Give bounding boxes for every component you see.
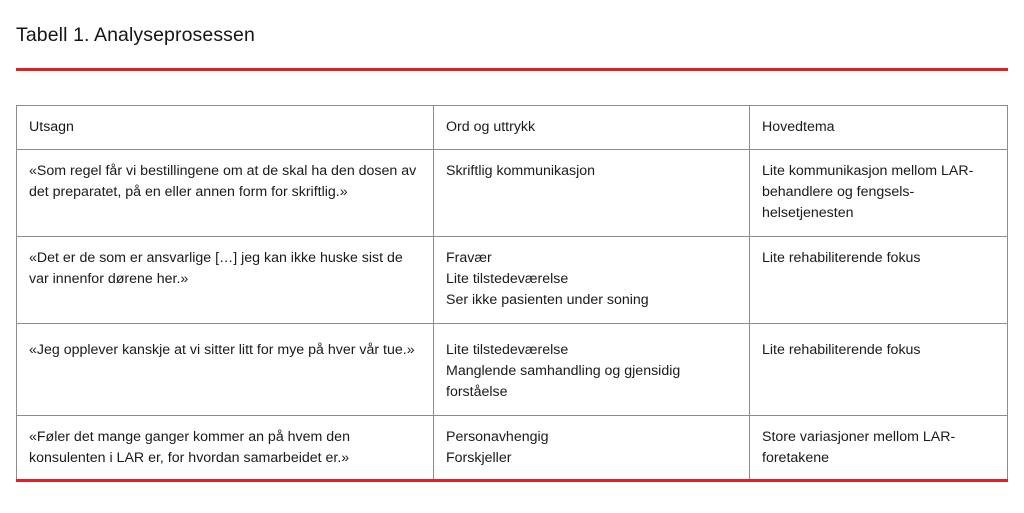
cell-utsagn xyxy=(17,324,434,416)
page-title: Tabell 1. Analyseprosessen xyxy=(16,24,255,46)
bottom-red-rule xyxy=(16,479,1008,482)
quote-text: «Det er de som er ansvarlige […] jeg kan ikke huske sist de var innenfor dørene her.» xyxy=(29,250,407,287)
theme-line: Lite rehabiliterende fokus xyxy=(762,250,921,266)
cell-utsagn xyxy=(17,150,434,237)
column-header-utsagn: Utsagn xyxy=(17,106,434,150)
cell-hovedtema xyxy=(750,237,1008,324)
keyword-line: Ser ikke pasienten under soning xyxy=(446,292,649,308)
cell-utsagn xyxy=(17,416,434,482)
quote-text: «Som regel får vi bestillingene om at de skal ha den dosen av det preparatet, på en eller annen form for skriftlig.» xyxy=(29,163,421,200)
column-header-ord-og-uttrykk: Ord og uttrykk xyxy=(434,106,750,150)
analysis-table xyxy=(16,105,1008,482)
cell-ord-og-uttrykk xyxy=(434,324,750,416)
keyword-line: Lite tilstedeværelse xyxy=(446,342,569,358)
top-red-rule xyxy=(16,68,1008,71)
theme-line: Lite rehabiliterende fokus xyxy=(762,342,921,358)
table-body xyxy=(17,150,1008,482)
table-container xyxy=(16,105,1007,482)
theme-line: Lite kommunikasjon mellom LAR-behandlere og fengsels-helsetjenesten xyxy=(762,163,974,221)
cell-hovedtema xyxy=(750,416,1008,482)
keyword-line: Fravær xyxy=(446,250,492,266)
keyword-line: Personavhengig xyxy=(446,429,549,445)
table-header-row xyxy=(17,106,1008,150)
table-row xyxy=(17,324,1008,416)
table-row xyxy=(17,150,1008,237)
cell-ord-og-uttrykk xyxy=(434,150,750,237)
keyword-line: Forskjeller xyxy=(446,450,512,466)
cell-ord-og-uttrykk xyxy=(434,416,750,482)
keyword-line: Lite tilstedeværelse xyxy=(446,271,569,287)
cell-hovedtema xyxy=(750,324,1008,416)
quote-text: «Føler det mange ganger kommer an på hvem den konsulenten i LAR er, for hvordan samarbeidet er.» xyxy=(29,429,354,466)
table-header xyxy=(17,106,1008,150)
cell-hovedtema xyxy=(750,150,1008,237)
cell-utsagn xyxy=(17,237,434,324)
cell-ord-og-uttrykk xyxy=(434,237,750,324)
keyword-line: Manglende samhandling og gjensidig forståelse xyxy=(446,363,685,400)
title-block xyxy=(16,22,1008,48)
theme-line: Store variasjoner mellom LAR-foretakene xyxy=(762,429,956,466)
table-row xyxy=(17,237,1008,324)
keyword-line: Skriftlig kommunikasjon xyxy=(446,163,596,179)
column-header-hovedtema: Hovedtema xyxy=(750,106,1008,150)
quote-text: «Jeg opplever kanskje at vi sitter litt for mye på hver vår tue.» xyxy=(29,342,415,358)
table-row xyxy=(17,416,1008,482)
